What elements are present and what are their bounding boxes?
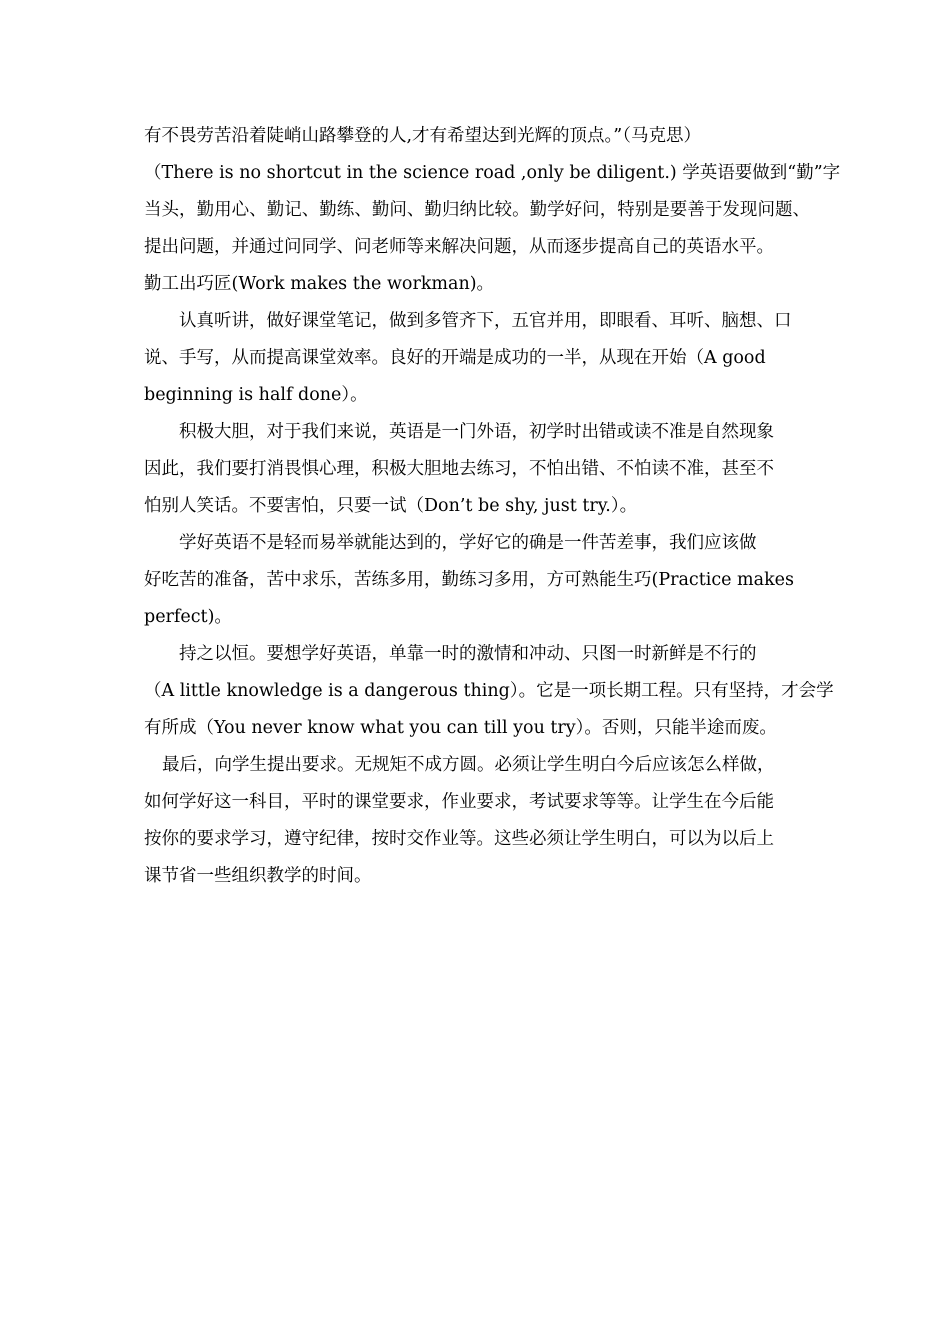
- text-line: beginning is half done）。: [144, 385, 368, 405]
- paragraph-start-line: 积极大胆，对于我们来说，英语是一门外语，初学时出错或读不准是自然现象: [179, 422, 774, 442]
- text-line: 勤工出巧匠(Work makes the workman)。: [144, 274, 495, 294]
- text-line: 怕别人笑话。不要害怕，只要一试（Don’t be shy, just try.）。: [144, 496, 638, 516]
- text-line: 当头，勤用心、勤记、勤练、勤问、勤归纳比较。勤学好问，特别是要善于发现问题、: [144, 200, 810, 220]
- text-line: 好吃苦的准备，苦中求乐，苦练多用，勤练习多用，方可熟能生巧(Practice makes: [144, 570, 795, 590]
- text-line: 因此，我们要打消畏惧心理，积极大胆地去练习，不怕出错、不怕读不准，甚至不: [144, 459, 774, 479]
- text-line: （There is no shortcut in the science road ,only be diligent.) 学英语要做到“勤”字: [144, 163, 841, 183]
- text-line: 如何学好这一科目，平时的课堂要求，作业要求，考试要求等等。让学生在今后能: [144, 792, 774, 812]
- text-line: perfect)。: [144, 607, 232, 627]
- paragraph-start-line: 认真听讲，做好课堂笔记，做到多管齐下，五官并用，即眼看、耳听、脑想、口: [179, 311, 792, 331]
- text-line: 课节省一些组织教学的时间。: [144, 866, 372, 886]
- paragraph-start-line: 最后，向学生提出要求。无规矩不成方圆。必须让学生明白今后应该怎么样做，: [162, 755, 775, 775]
- text-line: 提出问题，并通过问同学、问老师等来解决问题，从而逐步提高自己的英语水平。: [144, 237, 774, 257]
- text-line: 有所成（You never know what you can till you try）。否则，只能半途而废。: [144, 718, 777, 738]
- document-body: [144, 118, 841, 895]
- text-line: （A little knowledge is a dangerous thing）。它是一项长期工程。只有坚持，才会学: [144, 681, 834, 701]
- paragraph-start-line: 持之以恒。要想学好英语，单靠一时的激情和冲动、只图一时新鲜是不行的: [179, 644, 757, 664]
- text-line: 按你的要求学习，遵守纪律，按时交作业等。这些必须让学生明白，可以为以后上: [144, 829, 774, 849]
- text-line: 说、手写，从而提高课堂效率。良好的开端是成功的一半，从现在开始（A good: [144, 348, 766, 368]
- text-line: 有不畏劳苦沿着陡峭山路攀登的人,才有希望达到光辉的顶点。”（马克思）: [144, 126, 702, 146]
- paragraph-start-line: 学好英语不是轻而易举就能达到的，学好它的确是一件苦差事，我们应该做: [179, 533, 757, 553]
